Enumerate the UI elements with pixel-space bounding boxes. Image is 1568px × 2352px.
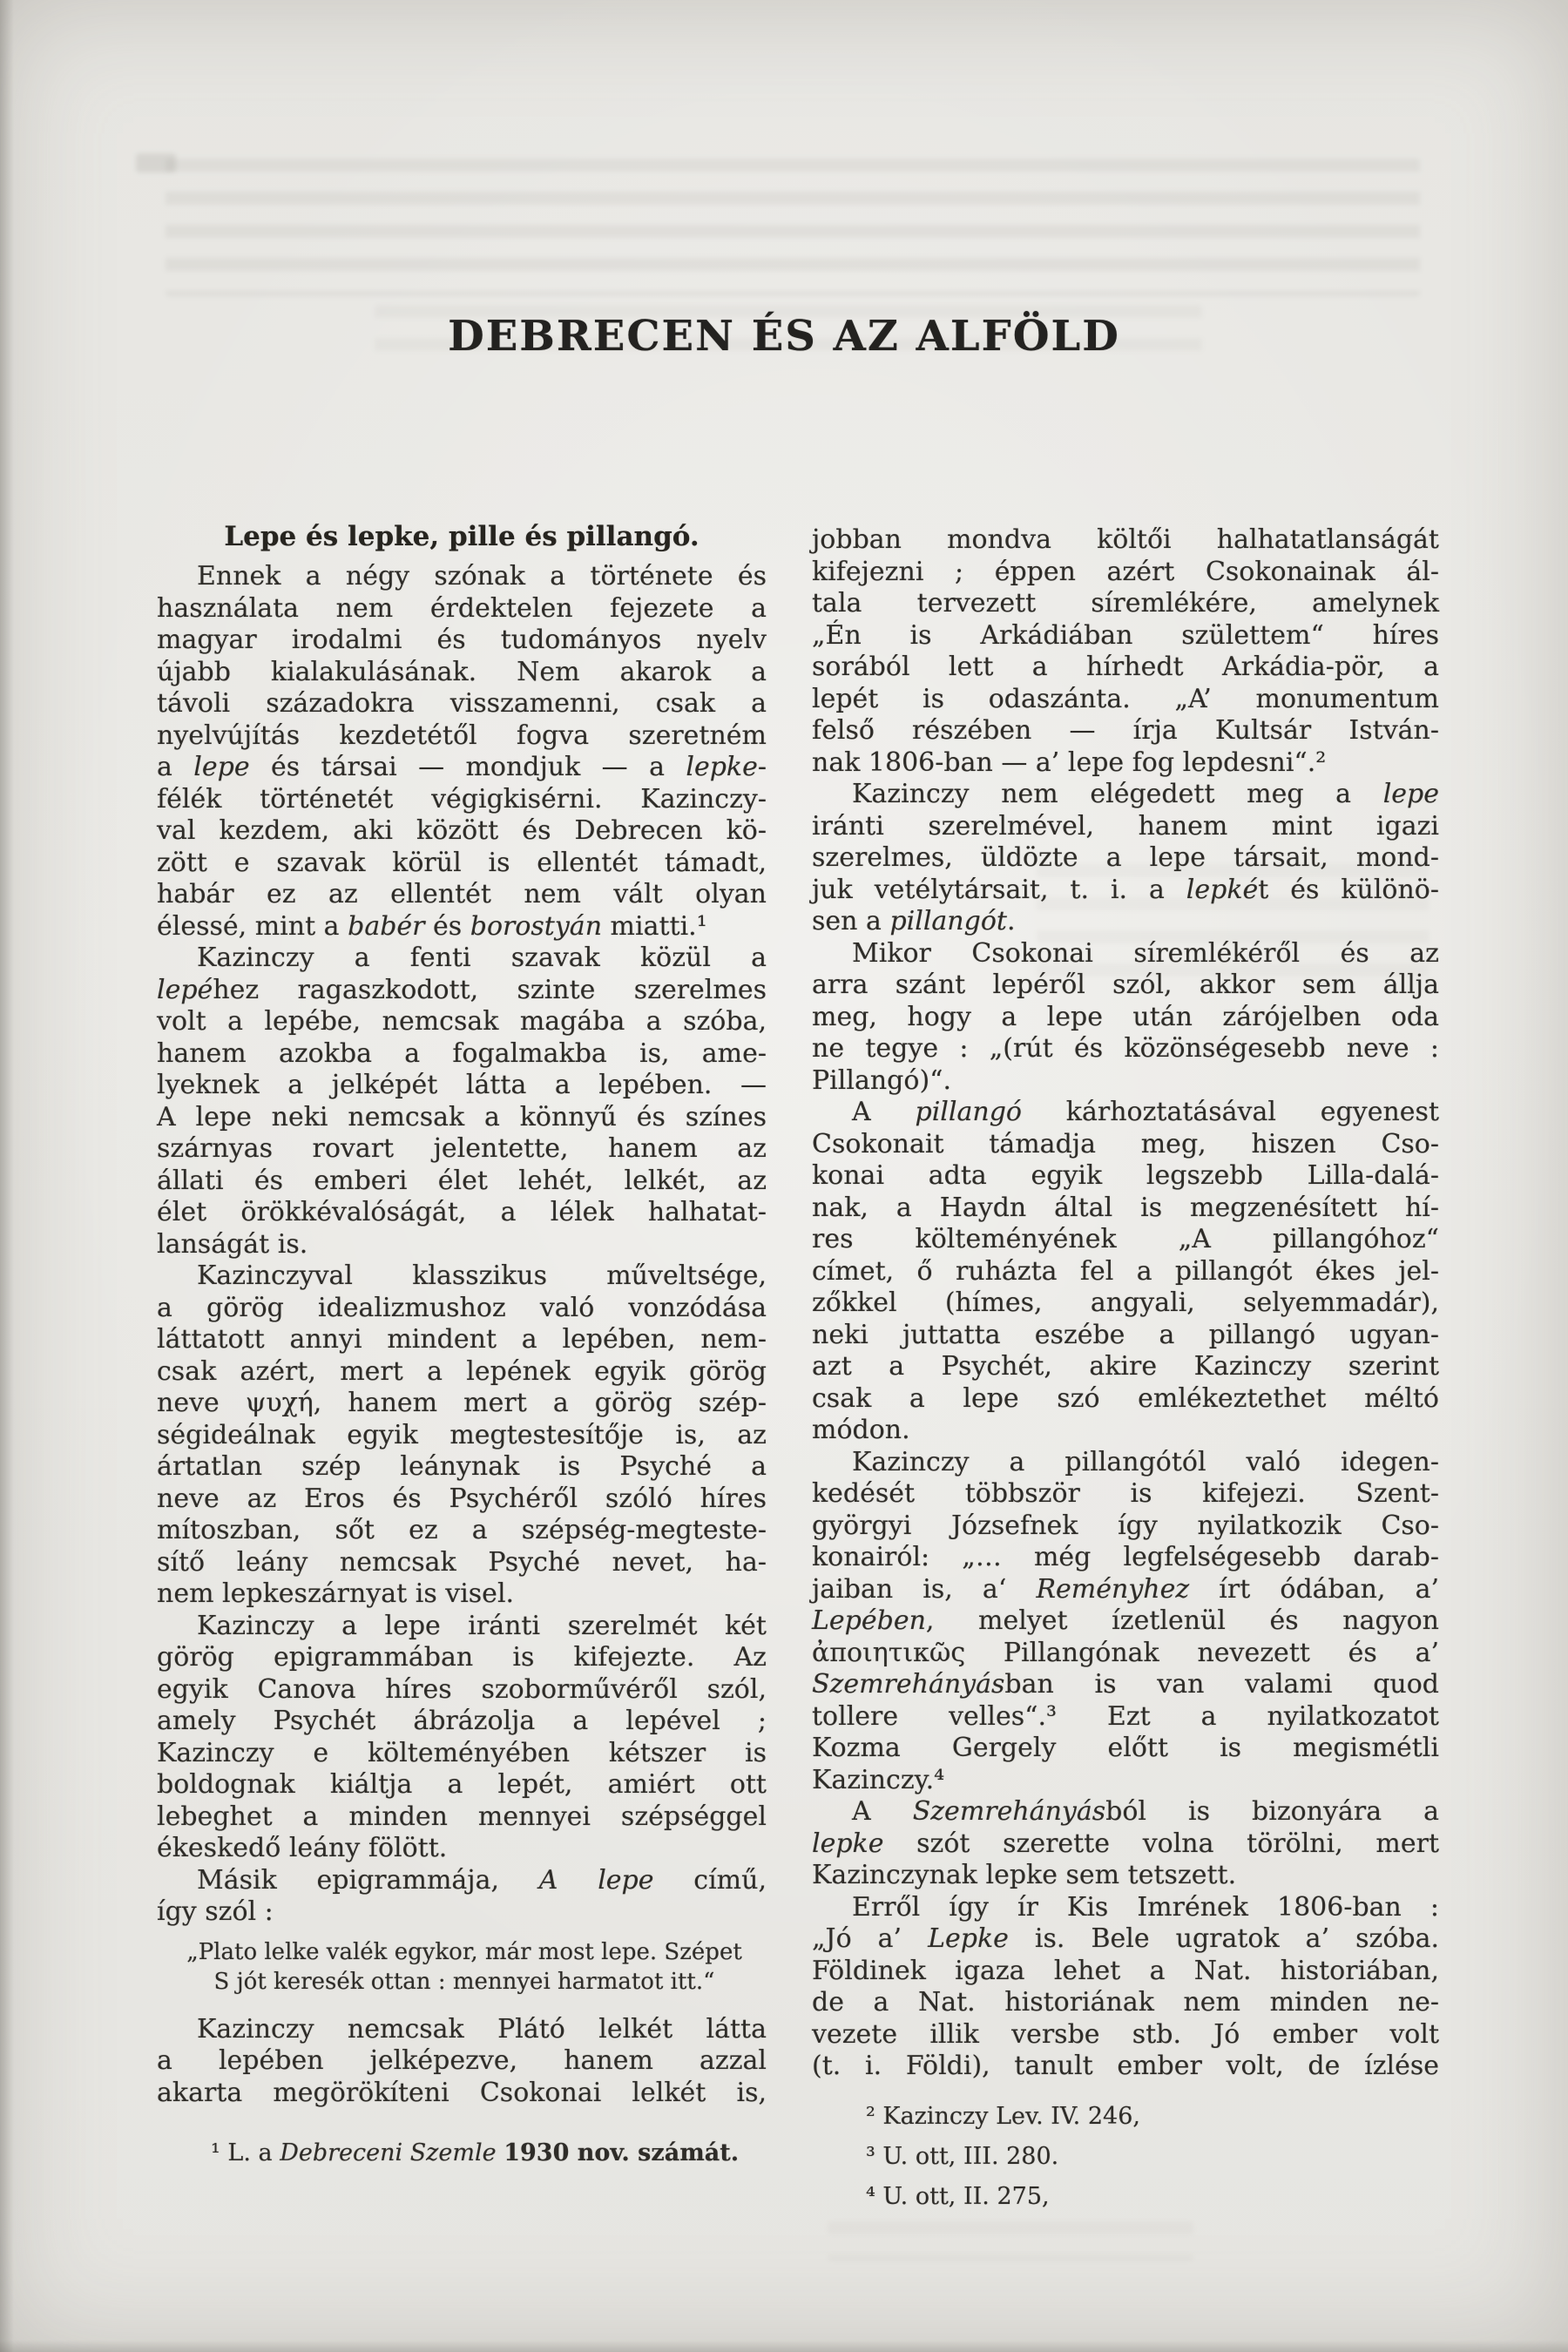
para-block [812, 1892, 1439, 2083]
text-line: lanságát is. [157, 1228, 308, 1260]
text-line: neve ψυχή, hanem mert a görög szép- [157, 1388, 767, 1418]
text-line: meg, hogy a lepe után zárójelben oda [812, 1001, 1439, 1032]
text-line: neve az Eros és Psychéről szóló híres [157, 1483, 767, 1514]
text-line: a lepében jelképezve, hanem azzal [157, 2045, 767, 2076]
text-line: ³ U. ott, III. 280. [866, 2142, 1059, 2170]
columns [157, 521, 1439, 2215]
text-line: Kazinczy a fenti szavak közül a [197, 943, 767, 973]
text-line: félék történetét végigkisérni. Kazinczy- [157, 783, 767, 814]
para-block [157, 561, 767, 943]
text-line: de a Nat. historiának nem minden ne- [812, 1987, 1439, 2017]
text-line: sen a pillangót. [812, 906, 1016, 936]
text-line: kifejezni ; éppen azért Csokonainak ál- [812, 556, 1439, 587]
para-block [157, 1611, 767, 1865]
text-line: láttatott annyi mindent a lepében, nem- [157, 1324, 767, 1355]
text-line: akarta megörökíteni Csokonai lelkét is, [157, 2077, 767, 2108]
text-line: nyelvújítás kezdetétől fogva szeretném [157, 720, 767, 751]
verse-block [162, 1937, 767, 1997]
text-line: Lepében, melyet ízetlenül és nagyon [812, 1605, 1439, 1636]
text-line: zőkkel (hímes, angyali, selyemmadár), [812, 1288, 1439, 1318]
text-line: csak a lepe szó emlékeztethet méltó [812, 1382, 1439, 1414]
text-line: zött e szavak körül is ellentét támadt, [157, 847, 767, 878]
text-line: Csokonait támadja meg, hiszen Cso- [812, 1128, 1439, 1159]
text-line: vezete illik versbe stb. Jó ember volt [812, 2018, 1439, 2050]
text-line: res költeményének „A pillangóhoz“ [812, 1224, 1439, 1254]
text-line: ségideálnak egyik megtestesítője is, az [157, 1419, 767, 1450]
text-line: Pillangó)“. [812, 1064, 952, 1096]
text-line: jobban mondva költői halhatatlanságát [812, 524, 1439, 555]
text-line: Erről így ír Kis Imrének 1806-ban : [852, 1891, 1439, 1923]
column-left [157, 521, 767, 2215]
para-block [812, 1447, 1439, 1797]
text-line: Kazinczy nemcsak Plátó lelkét látta [197, 2013, 767, 2044]
text-line: használata nem érdektelen fejezete a [157, 592, 767, 624]
text-line: volt a lepébe, nemcsak magába a szóba, [157, 1006, 767, 1037]
text-line: Kazinczyval klasszikus műveltsége, [197, 1260, 767, 1291]
text-line: iránti szerelmével, hanem mint igazi [812, 810, 1439, 841]
text-line: A pillangó kárhoztatásával egyenest [852, 1097, 1439, 1127]
text-line: egyik Canova híres szoborművéről szól, [157, 1673, 767, 1705]
para-block [812, 1097, 1439, 1447]
text-line: ártatlan szép leánynak is Psyché a [157, 1451, 767, 1482]
text-line: így szól : [157, 1896, 274, 1927]
text-line: Kazinczy a pillangótól való idegen- [852, 1446, 1439, 1477]
text-line: lepéhez ragaszkodott, szinte szerelmes [157, 974, 767, 1005]
text-line: újabb kialakulásának. Nem akarok a [157, 656, 767, 687]
para-block [812, 779, 1439, 938]
text-line: A Szemrehányásból is bizonyára a [852, 1796, 1439, 1827]
text-line: Mikor Csokonai síremlékéről és az [852, 937, 1439, 969]
text-line: juk vetélytársait, t. i. a lepkét és különö- [812, 874, 1440, 905]
footnote-block [812, 2139, 1439, 2175]
para-block [812, 938, 1439, 1098]
text-line: tala tervezett síremlékére, amelynek [812, 588, 1439, 618]
para-block [157, 2014, 767, 2110]
text-line: györgyi Józsefnek így nyilatkozik Cso- [812, 1510, 1439, 1541]
page-edge-shadow [0, 2340, 1568, 2352]
text-line: azt a Psychét, akire Kazinczy szerint [812, 1351, 1439, 1382]
text-line: felső részében — írja Kultsár István- [812, 715, 1439, 746]
footnote-block [812, 2099, 1439, 2135]
text-line: neki juttatta eszébe a pillangó ugyan- [812, 1319, 1439, 1350]
text-line: konai adta egyik legszebb Lilla-dalá- [812, 1160, 1439, 1191]
text-line: élet örökkévalóságát, a lélek halhatat- [157, 1197, 767, 1227]
text-line: (t. i. Földi), tanult ember volt, de ízlése [812, 2051, 1439, 2081]
text-line: Kazinczy nem elégedett meg a lepe [852, 779, 1439, 809]
para-block [157, 1865, 767, 1929]
text-line: lebeghet a minden mennyei szépséggel [157, 1801, 767, 1832]
text-line: boldognak kiáltja a lepét, amiért ott [157, 1769, 767, 1800]
text-line: lepke szót szerette volna törölni, mert [812, 1828, 1439, 1859]
text-line: lepét is odaszánta. „A’ monumentum [812, 683, 1439, 714]
text-line: nem lepkeszárnyat is visel. [157, 1578, 515, 1609]
text-line: nak, a Haydn által is megzenésített hí- [812, 1192, 1439, 1223]
text-line: Földinek igaza lehet a Nat. historiában, [812, 1955, 1439, 1986]
footnote-block [812, 2179, 1439, 2215]
text-line: habár ez az ellentét nem vált olyan [157, 879, 767, 909]
text-line: ékeskedő leány fölött. [157, 1833, 448, 1863]
text-line: nak 1806-ban — a’ lepe fog lepdesni“.² [812, 747, 1327, 778]
column-right [812, 524, 1439, 2215]
section-heading: Lepe és lepke, pille és pillangó. [224, 521, 700, 552]
text-line: mítoszban, sőt ez a szépség-megteste- [157, 1515, 767, 1545]
text-line: A lepe neki nemcsak a könnyű és színes [157, 1101, 767, 1132]
text-line: címet, ő ruházta fel a pillangót ékes jel- [812, 1255, 1439, 1287]
text-line: ¹ L. a Debreceni Szemle 1930 nov. számát. [211, 2139, 740, 2166]
text-line: sorából lett a hírhedt Arkádia-pör, a [812, 652, 1439, 682]
text-line: „Én is Arkádiában születtem“ híres [812, 619, 1439, 651]
text-line: kedését többször is kifejezi. Szent- [812, 1478, 1439, 1509]
text-line: Másik epigrammája, A lepe című, [197, 1864, 767, 1896]
bleed-through-text [166, 159, 1420, 296]
para-block [812, 1796, 1439, 1892]
para-block [812, 524, 1439, 779]
text-line: S jót keresék ottan : mennyei harmatot itt.“ [213, 1968, 715, 1995]
text-line: val kezdem, aki között és Debrecen kö- [157, 815, 767, 846]
bleed-through-text [828, 2221, 1193, 2261]
text-line: „Jó a’ Lepke is. Bele ugratok a’ szóba. [812, 1923, 1440, 1954]
text-line: Kazinczy e költeményében kétszer is [157, 1737, 767, 1768]
text-line: módon. [812, 1415, 910, 1445]
text-line: szerelmes, üldözte a lepe társait, mond- [812, 842, 1439, 873]
text-line: Kazinczy.⁴ [812, 1764, 945, 1795]
text-line: a görög idealizmushoz való vonzódása [157, 1292, 767, 1323]
text-line: jaiban is, a‘ Reményhez írt ódában, a’ [812, 1573, 1440, 1605]
column-right-text [812, 524, 1439, 2215]
text-line: lyeknek a jelképét látta a lepében. — [157, 1070, 767, 1100]
text-line: szárnyas rovart jelentette, hanem az [157, 1133, 767, 1164]
text-line: „Plato lelke valék egykor, már most lepe. Szépet [186, 1938, 742, 1965]
text-line: Kozma Gergely előtt is megismétli [812, 1733, 1439, 1763]
column-left-text [157, 561, 767, 2172]
text-line: konairól: „… még legfelségesebb darab- [812, 1542, 1439, 1572]
para-block [157, 1260, 767, 1611]
text-line: tollere velles“.³ Ezt a nyilatkozatot [812, 1700, 1439, 1732]
page-title: DEBRECEN ÉS AZ ALFÖLD [448, 312, 1120, 361]
text-line: ἀποιητικῶς Pillangónak nevezett és a’ [812, 1637, 1439, 1668]
text-line: Szemrehányásban is van valami quod [812, 1669, 1439, 1700]
text-line: sítő leány nemcsak Psyché nevet, ha- [157, 1546, 767, 1578]
text-line: görög epigrammában is kifejezte. Az [157, 1642, 767, 1673]
para-block [157, 943, 767, 1260]
text-line: amely Psychét ábrázolja a lepével ; [157, 1706, 767, 1736]
text-line: Ennek a négy szónak a története és [197, 561, 767, 591]
text-line: arra szánt lepéről szól, akkor sem állja [812, 970, 1439, 1000]
text-line: magyar irodalmi és tudományos nyelv [157, 625, 767, 655]
text-line: Kazinczy a lepe iránti szerelmét két [197, 1610, 767, 1641]
text-line: a lepe és társai — mondjuk — a lepke- [157, 752, 767, 782]
text-line: állati és emberi élet lehét, lelkét, az [157, 1165, 767, 1196]
text-line: ⁴ U. ott, II. 275, [866, 2182, 1050, 2210]
text-line: távoli századokra visszamenni, csak a [157, 688, 767, 719]
text-line: csak azért, mert a lepének egyik görög [157, 1355, 767, 1387]
text-line: ² Kazinczy Lev. IV. 246, [866, 2102, 1140, 2130]
text-line: hanem azokba a fogalmakba is, ame- [157, 1037, 767, 1069]
text-line: élessé, mint a babér és borostyán miatti.¹ [157, 910, 707, 942]
footnote-block [157, 2135, 767, 2172]
text-line: ne tegye : „(rút és közönségesebb neve : [812, 1033, 1439, 1064]
text-line: Kazinczynak lepke sem tetszett. [812, 1860, 1237, 1890]
